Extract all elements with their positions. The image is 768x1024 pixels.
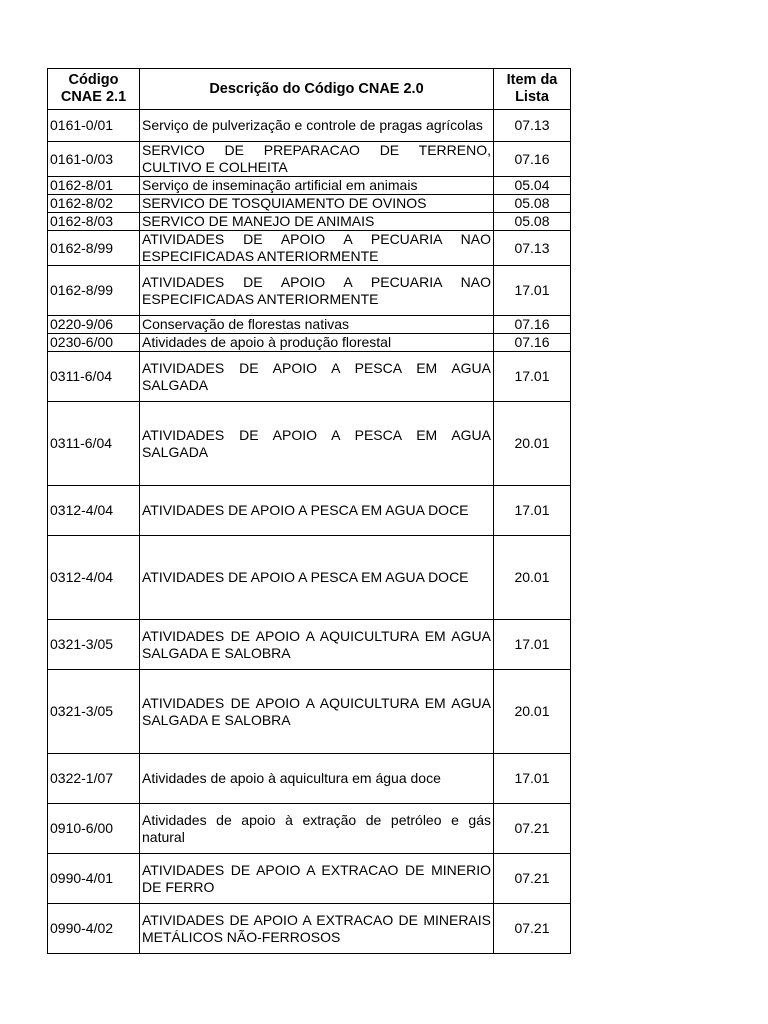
row-description: Serviço de pulverização e controle de pragas agrícolas — [140, 110, 494, 142]
row-description: ATIVIDADES DE APOIO A EXTRACAO DE MINERIO DE FERRO — [140, 854, 494, 904]
row-description: ATIVIDADES DE APOIO A EXTRACAO DE MINERAIS METÁLICOS NÃO-FERROSOS — [140, 904, 494, 954]
row-description: ATIVIDADES DE APOIO A PECUARIA NAO ESPECIFICADAS ANTERIORMENTE — [140, 231, 494, 266]
row-item: 07.13 — [494, 110, 571, 142]
row-description: Atividades de apoio à extração de petróleo e gás natural — [140, 804, 494, 854]
row-code: 0311-6/04 — [48, 352, 140, 402]
table-row — [48, 904, 571, 954]
table-row — [48, 231, 571, 266]
table-row — [48, 804, 571, 854]
row-item: 07.16 — [494, 334, 571, 352]
row-code: 0162-8/99 — [48, 231, 140, 266]
row-code: 0162-8/01 — [48, 177, 140, 195]
row-code: 0312-4/04 — [48, 536, 140, 620]
row-code: 0311-6/04 — [48, 402, 140, 486]
row-item: 20.01 — [494, 536, 571, 620]
row-code: 0322-1/07 — [48, 754, 140, 804]
row-code: 0230-6/00 — [48, 334, 140, 352]
row-item: 05.08 — [494, 213, 571, 231]
row-description: Serviço de inseminação artificial em animais — [140, 177, 494, 195]
row-item: 07.16 — [494, 316, 571, 334]
row-code: 0162-8/03 — [48, 213, 140, 231]
table-row — [48, 177, 571, 195]
row-code: 0162-8/99 — [48, 266, 140, 316]
row-description: ATIVIDADES DE APOIO A PESCA EM AGUA SALGADA — [140, 352, 494, 402]
row-code: 0161-0/03 — [48, 142, 140, 177]
cnae-table — [47, 68, 571, 954]
table-row — [48, 266, 571, 316]
row-item: 07.21 — [494, 854, 571, 904]
row-item: 20.01 — [494, 670, 571, 754]
row-item: 07.13 — [494, 231, 571, 266]
row-code: 0312-4/04 — [48, 486, 140, 536]
row-code: 0220-9/06 — [48, 316, 140, 334]
row-code: 0162-8/02 — [48, 195, 140, 213]
row-code: 0321-3/05 — [48, 620, 140, 670]
row-item: 05.08 — [494, 195, 571, 213]
row-description: Atividades de apoio à produção florestal — [140, 334, 494, 352]
table-row — [48, 142, 571, 177]
row-description: ATIVIDADES DE APOIO A PESCA EM AGUA DOCE — [140, 486, 494, 536]
table-row — [48, 536, 571, 620]
row-code: 0321-3/05 — [48, 670, 140, 754]
row-item: 17.01 — [494, 620, 571, 670]
row-description: ATIVIDADES DE APOIO A PESCA EM AGUA SALGADA — [140, 402, 494, 486]
row-code: 0161-0/01 — [48, 110, 140, 142]
table-row — [48, 754, 571, 804]
row-item: 17.01 — [494, 754, 571, 804]
table-row — [48, 670, 571, 754]
row-item: 07.16 — [494, 142, 571, 177]
row-description: ATIVIDADES DE APOIO A PESCA EM AGUA DOCE — [140, 536, 494, 620]
table-row — [48, 352, 571, 402]
header-row — [48, 69, 571, 110]
table-row — [48, 110, 571, 142]
table-row — [48, 213, 571, 231]
table-row — [48, 195, 571, 213]
row-description: Conservação de florestas nativas — [140, 316, 494, 334]
row-description: ATIVIDADES DE APOIO A PECUARIA NAO ESPECIFICADAS ANTERIORMENTE — [140, 266, 494, 316]
table-row — [48, 854, 571, 904]
table-row — [48, 486, 571, 536]
row-item: 07.21 — [494, 804, 571, 854]
row-description: SERVICO DE TOSQUIAMENTO DE OVINOS — [140, 195, 494, 213]
row-description: SERVICO DE PREPARACAO DE TERRENO, CULTIVO E COLHEITA — [140, 142, 494, 177]
table-row — [48, 620, 571, 670]
row-code: 0990-4/01 — [48, 854, 140, 904]
header-code: Código CNAE 2.1 — [48, 69, 140, 110]
row-item: 17.01 — [494, 266, 571, 316]
row-item: 17.01 — [494, 486, 571, 536]
table-row — [48, 316, 571, 334]
row-description: Atividades de apoio à aquicultura em água doce — [140, 754, 494, 804]
row-description: ATIVIDADES DE APOIO A AQUICULTURA EM AGUA SALGADA E SALOBRA — [140, 620, 494, 670]
row-description: ATIVIDADES DE APOIO A AQUICULTURA EM AGUA SALGADA E SALOBRA — [140, 670, 494, 754]
row-item: 07.21 — [494, 904, 571, 954]
table-row — [48, 334, 571, 352]
header-item: Item da Lista — [494, 69, 571, 110]
row-description: SERVICO DE MANEJO DE ANIMAIS — [140, 213, 494, 231]
row-item: 20.01 — [494, 402, 571, 486]
row-item: 17.01 — [494, 352, 571, 402]
row-item: 05.04 — [494, 177, 571, 195]
row-code: 0910-6/00 — [48, 804, 140, 854]
table-row — [48, 402, 571, 486]
row-code: 0990-4/02 — [48, 904, 140, 954]
header-description: Descrição do Código CNAE 2.0 — [140, 69, 494, 110]
